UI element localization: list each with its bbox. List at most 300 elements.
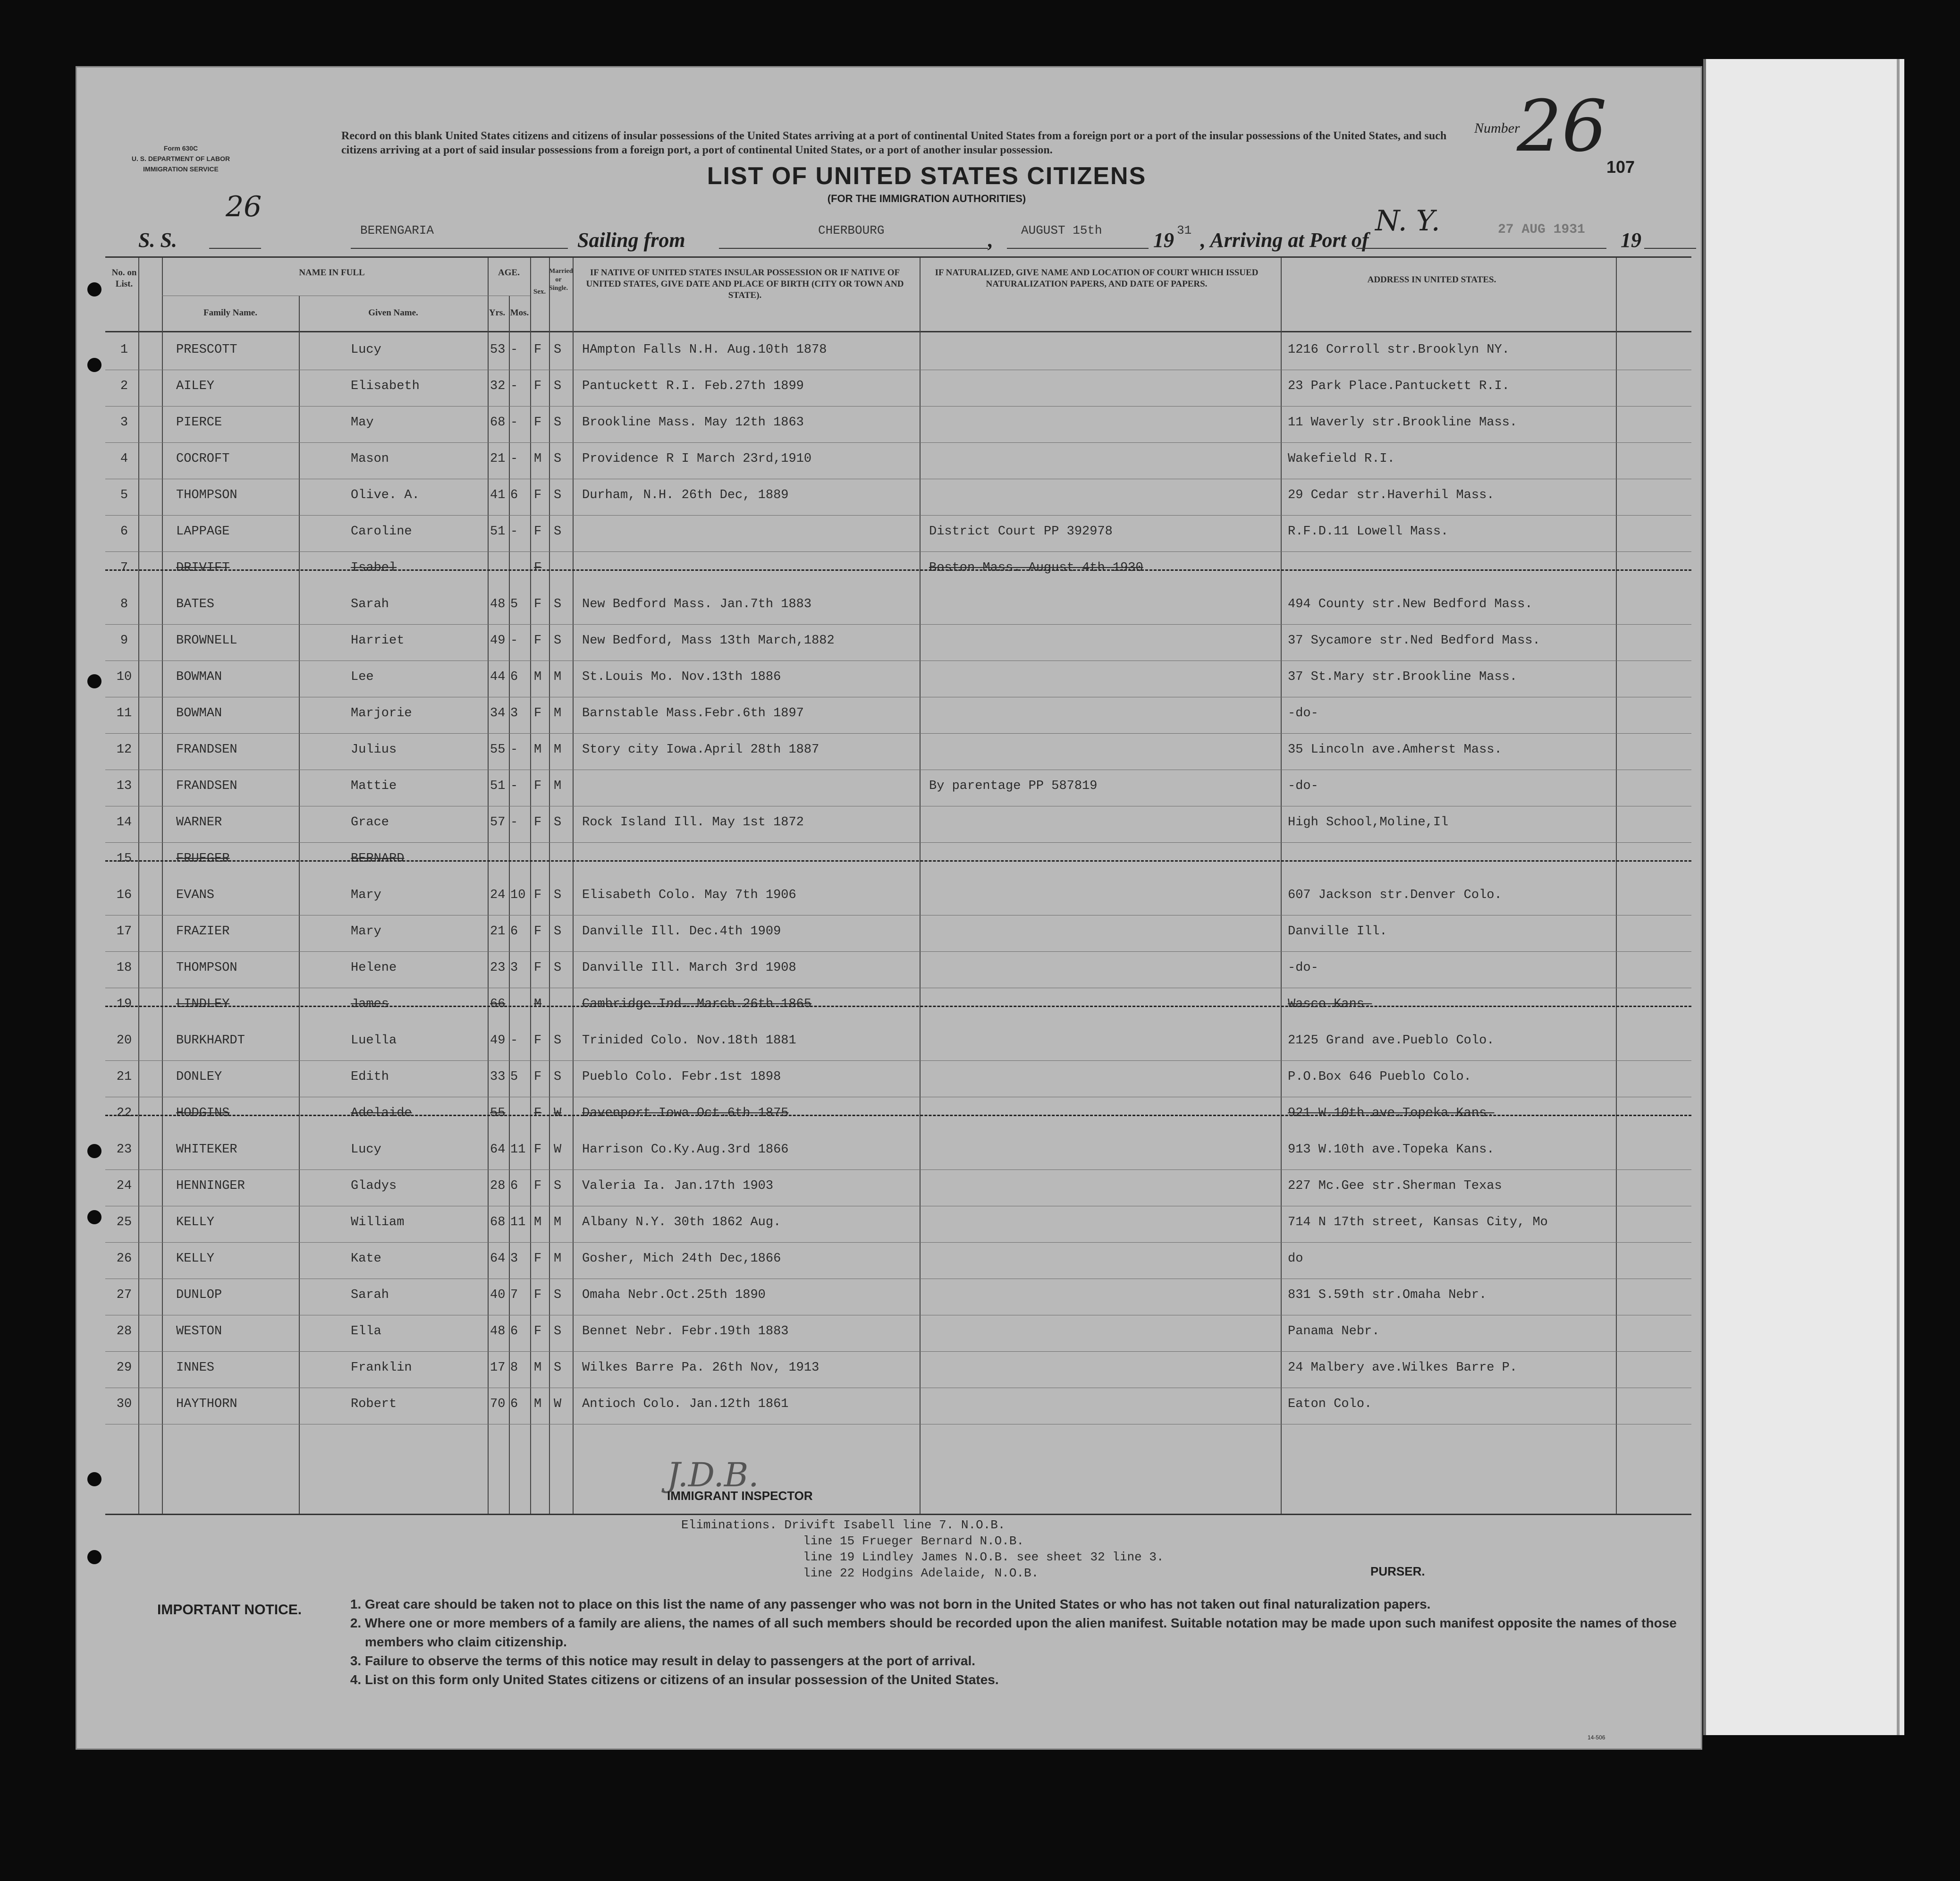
cell-given: Elisabeth (351, 379, 420, 393)
cell-yrs: 41 (490, 488, 506, 502)
cell-birth: New Bedford Mass. Jan.7th 1883 (582, 597, 812, 611)
cell-yrs: 40 (490, 1288, 506, 1302)
cell-ms: S (554, 961, 562, 975)
cell-no: 12 (116, 743, 132, 757)
table-row (105, 770, 1691, 806)
cell-given: William (351, 1215, 405, 1229)
cell-addr: 37 St.Mary str.Brookline Mass. (1288, 670, 1518, 684)
table-row (105, 624, 1691, 661)
sailing-from-label: Sailing from (577, 229, 685, 252)
cell-given: Helene (351, 961, 397, 975)
table-row (105, 1024, 1691, 1060)
cell-addr: 37 Sycamore str.Ned Bedford Mass. (1288, 634, 1540, 648)
table-row (105, 661, 1691, 697)
header-name-in-full: NAME IN FULL (299, 268, 365, 278)
cell-addr: Danville Ill. (1288, 924, 1387, 939)
cell-addr: 494 County str.New Bedford Mass. (1288, 597, 1533, 611)
cell-yrs: 21 (490, 452, 506, 466)
ss-number: 26 (226, 190, 262, 223)
cell-given: Edith (351, 1070, 389, 1084)
cell-mos: - (510, 1034, 518, 1048)
cell-no: 26 (116, 1252, 132, 1266)
cell-ms: S (554, 1361, 562, 1375)
arrival-stamp: 27 AUG 1931 (1498, 222, 1585, 237)
cell-nat: District Court PP 392978 (929, 525, 1113, 539)
cell-birth: Davenport Iowa Oct.6th 1875 (582, 1106, 789, 1120)
cell-sex: F (534, 961, 542, 975)
table-row (105, 1206, 1691, 1242)
inspector-signature: J.D.B. (667, 1456, 759, 1494)
cell-addr: Wakefield R.I. (1288, 452, 1395, 466)
cell-no: 20 (116, 1034, 132, 1048)
table-row (105, 442, 1691, 479)
form-code: 14-506 (1588, 1734, 1605, 1741)
header-naturalized: IF NATURALIZED, GIVE NAME AND LOCATION OF COURT WHICH ISSUED NATURALIZATION PAPERS, AND DATE OF PAPERS. (935, 268, 1259, 289)
cell-ms: S (554, 815, 562, 830)
year-prefix: 19 (1153, 229, 1174, 252)
sailing-from-port: CHERBOURG (818, 223, 885, 237)
table-row (105, 588, 1691, 624)
cell-mos: 3 (510, 961, 518, 975)
cell-family: PIERCE (176, 415, 222, 430)
cell-given: May (351, 415, 374, 430)
cell-family: BOWMAN (176, 706, 222, 720)
cell-family: FRAZIER (176, 924, 230, 939)
cell-sex: F (534, 488, 542, 502)
table-row (105, 333, 1691, 370)
page-title: LIST OF UNITED STATES CITIZENS (707, 162, 1147, 190)
cell-mos: 11 (510, 1143, 526, 1157)
cell-no: 16 (116, 888, 132, 902)
cell-ms: S (554, 488, 562, 502)
cell-mos: 3 (510, 706, 518, 720)
cell-family: LINDLEY (176, 997, 230, 1011)
table-row (105, 1388, 1691, 1424)
cell-sex: F (534, 888, 542, 902)
cell-ms: S (554, 1179, 562, 1193)
cell-sex: F (534, 1143, 542, 1157)
cell-family: HAYTHORN (176, 1397, 237, 1411)
inspector-label: IMMIGRANT INSPECTOR (667, 1489, 813, 1503)
cell-no: 28 (116, 1324, 132, 1339)
cell-sex: M (534, 452, 542, 466)
cell-family: BOWMAN (176, 670, 222, 684)
cell-no: 8 (120, 597, 128, 611)
cell-mos: 6 (510, 1324, 518, 1339)
cell-family: DUNLOP (176, 1288, 222, 1302)
cell-mos: 5 (510, 1070, 518, 1084)
cell-mos: 7 (510, 1288, 518, 1302)
cell-no: 14 (116, 815, 132, 830)
header-native: IF NATIVE OF UNITED STATES INSULAR POSSESSION OR IF NATIVE OF UNITED STATES, GIVE DATE AND PLACE OF BIRTH (CITY OR TOWN AND STATE). (586, 268, 904, 300)
purser-label: PURSER. (1370, 1564, 1425, 1578)
cell-birth: Rock Island Ill. May 1st 1872 (582, 815, 804, 830)
cell-no: 24 (116, 1179, 132, 1193)
cell-no: 7 (120, 561, 128, 575)
cell-no: 15 (116, 852, 132, 866)
important-notice (346, 1595, 1677, 1689)
header-mos: Mos. (510, 308, 529, 318)
cell-ms: S (554, 415, 562, 430)
cell-mos: 6 (510, 1397, 518, 1411)
cell-family: KELLY (176, 1252, 215, 1266)
cell-ms: S (554, 379, 562, 393)
cell-ms: W (554, 1397, 562, 1411)
cell-given: Mary (351, 924, 381, 939)
cell-sex: M (534, 1361, 542, 1375)
cell-ms: S (554, 1324, 562, 1339)
cell-yrs: 57 (490, 815, 506, 830)
cell-sex: F (534, 634, 542, 648)
cell-birth: Albany N.Y. 30th 1862 Aug. (582, 1215, 781, 1229)
cell-sex: F (534, 343, 542, 357)
cell-family: WHITEKER (176, 1143, 237, 1157)
cell-mos: 6 (510, 488, 518, 502)
cell-birth: Pueblo Colo. Febr.1st 1898 (582, 1070, 781, 1084)
cell-addr: 921 W.10th ave.Topeka Kans. (1288, 1106, 1495, 1120)
cell-addr: P.O.Box 646 Pueblo Colo. (1288, 1070, 1471, 1084)
cell-yrs: 34 (490, 706, 506, 720)
ship-name: BERENGARIA (360, 223, 434, 237)
cell-birth: Gosher, Mich 24th Dec,1866 (582, 1252, 781, 1266)
cell-addr: do (1288, 1252, 1303, 1266)
cell-given: Mattie (351, 779, 397, 793)
cell-no: 25 (116, 1215, 132, 1229)
cell-family: BATES (176, 597, 215, 611)
table-row (105, 951, 1691, 988)
header-address: ADDRESS IN UNITED STATES. (1367, 275, 1496, 285)
cell-addr: 11 Waverly str.Brookline Mass. (1288, 415, 1518, 430)
cell-yrs: 49 (490, 634, 506, 648)
cell-family: FRUEGER (176, 852, 230, 866)
cell-sex: F (534, 1179, 542, 1193)
table-row (105, 406, 1691, 442)
table-row (105, 1169, 1691, 1206)
cell-addr: Panama Nebr. (1288, 1324, 1380, 1339)
cell-given: Ella (351, 1324, 381, 1339)
table-row (105, 515, 1691, 551)
form-identifier: Form 630C U. S. DEPARTMENT OF LABOR IMMIGRATION SERVICE (131, 144, 230, 173)
table-row (105, 1351, 1691, 1388)
cell-sex: F (534, 415, 542, 430)
passenger-table (105, 256, 1691, 1515)
table-row (105, 879, 1691, 915)
cell-mos: - (510, 343, 518, 357)
cell-family: THOMPSON (176, 961, 237, 975)
cell-family: HENNINGER (176, 1179, 245, 1193)
cell-ms: S (554, 924, 562, 939)
cell-birth: Bennet Nebr. Febr.19th 1883 (582, 1324, 789, 1339)
table-row (105, 1315, 1691, 1351)
cell-birth: Omaha Nebr.Oct.25th 1890 (582, 1288, 766, 1302)
cell-yrs: 23 (490, 961, 506, 975)
cell-mos: 6 (510, 1179, 518, 1193)
cell-no: 27 (116, 1288, 132, 1302)
cell-no: 21 (116, 1070, 132, 1084)
cell-ms: S (554, 1288, 562, 1302)
cell-family: LAPPAGE (176, 525, 230, 539)
cell-yrs: 53 (490, 343, 506, 357)
cell-given: Robert (351, 1397, 397, 1411)
cell-sex: F (534, 525, 542, 539)
table-row (105, 1279, 1691, 1315)
cell-ms: S (554, 597, 562, 611)
cell-yrs: 32 (490, 379, 506, 393)
cell-mos: 3 (510, 1252, 518, 1266)
cell-birth: Valeria Ia. Jan.17th 1903 (582, 1179, 774, 1193)
cell-mos: - (510, 815, 518, 830)
cell-family: DRIVIFT (176, 561, 230, 575)
cell-addr: 1216 Corroll str.Brooklyn NY. (1288, 343, 1510, 357)
cell-no: 4 (120, 452, 128, 466)
cell-given: Grace (351, 815, 389, 830)
cell-given: Luella (351, 1034, 397, 1048)
cell-given: Lee (351, 670, 374, 684)
cell-mos: 8 (510, 1361, 518, 1375)
cell-birth: Cambridge Ind. March 26th 1865 (582, 997, 812, 1011)
cell-birth: Pantuckett R.I. Feb.27th 1899 (582, 379, 804, 393)
header-sex: Sex. (533, 288, 546, 296)
cell-birth: Antioch Colo. Jan.12th 1861 (582, 1397, 789, 1411)
cell-mos: 10 (510, 888, 526, 902)
manifest-page (76, 66, 1702, 1750)
cell-ms: S (554, 888, 562, 902)
table-row (105, 1133, 1691, 1169)
cell-addr: 831 S.59th str.Omaha Nebr. (1288, 1288, 1487, 1302)
cell-yrs: 48 (490, 1324, 506, 1339)
cell-birth: Brookline Mass. May 12th 1863 (582, 415, 804, 430)
cell-addr: -do- (1288, 779, 1318, 793)
cell-no: 10 (116, 670, 132, 684)
cell-birth: Barnstable Mass.Febr.6th 1897 (582, 706, 804, 720)
cell-sex: F (534, 1288, 542, 1302)
cell-no: 5 (120, 488, 128, 502)
year-suffix: 31 (1177, 223, 1192, 237)
cell-addr: Wasco Kans. (1288, 997, 1372, 1011)
cell-yrs: 24 (490, 888, 506, 902)
cell-given: Caroline (351, 525, 412, 539)
cell-birth: Danville Ill. March 3rd 1908 (582, 961, 796, 975)
cell-addr: 913 W.10th ave.Topeka Kans. (1288, 1143, 1495, 1157)
cell-sex: F (534, 779, 542, 793)
cell-birth: Durham, N.H. 26th Dec, 1889 (582, 488, 789, 502)
cell-family: THOMPSON (176, 488, 237, 502)
cell-yrs: 48 (490, 597, 506, 611)
cell-family: INNES (176, 1361, 215, 1375)
header-no: No. on List. (111, 268, 137, 289)
cell-mos: - (510, 379, 518, 393)
table-row (105, 1242, 1691, 1279)
cell-mos: - (510, 743, 518, 757)
cell-mos: 5 (510, 597, 518, 611)
cell-sex: F (534, 1252, 542, 1266)
cell-no: 19 (116, 997, 132, 1011)
header-given-name: Given Name. (368, 308, 418, 318)
cell-family: BURKHARDT (176, 1034, 245, 1048)
notice-item: 3. Failure to observe the terms of this notice may result in delay to passengers at the port of arrival. (365, 1652, 1677, 1670)
cell-sex: F (534, 706, 542, 720)
cell-ms: M (554, 706, 562, 720)
cell-ms: S (554, 452, 562, 466)
table-header (105, 258, 1691, 332)
page-number: 107 (1606, 157, 1635, 177)
cell-given: Lucy (351, 1143, 381, 1157)
cell-given: Franklin (351, 1361, 412, 1375)
cell-sex: M (534, 1397, 542, 1411)
cell-sex: F (534, 1106, 542, 1120)
cell-ms: M (554, 779, 562, 793)
cell-birth: Harrison Co.Ky.Aug.3rd 1866 (582, 1143, 789, 1157)
cell-no: 2 (120, 379, 128, 393)
cell-yrs: 68 (490, 415, 506, 430)
cell-ms: M (554, 1252, 562, 1266)
cell-family: FRANDSEN (176, 743, 237, 757)
eliminations-note: Eliminations. Drivift Isabell line 7. N.O.B. line 15 Frueger Bernard N.O.B. line 19 Lindley James N.O.B. see sheet 32 line 3. line 22 Hodgins Adelaide, N.O.B. (681, 1518, 1164, 1580)
cell-ms: W (554, 1143, 562, 1157)
cell-given: Harriet (351, 634, 405, 648)
cell-sex: M (534, 670, 542, 684)
header-age: AGE. (498, 268, 520, 278)
cell-no: 13 (116, 779, 132, 793)
cell-addr: -do- (1288, 706, 1318, 720)
cell-mos: - (510, 779, 518, 793)
voyage-line: S. S. 26 BERENGARIA Sailing from CHERBOURG , AUGUST 15th 19 31 , Arriving at Port of N. Y. 27 AUG 1931 19 (138, 209, 1649, 252)
year-end: 19 (1621, 229, 1641, 252)
cell-family: HODGINS (176, 1106, 230, 1120)
cell-birth: Providence R I March 23rd,1910 (582, 452, 812, 466)
cell-mos: 6 (510, 924, 518, 939)
cell-family: COCROFT (176, 452, 230, 466)
cell-given: Adelaide (351, 1106, 412, 1120)
cell-birth: Elisabeth Colo. May 7th 1906 (582, 888, 796, 902)
cell-addr: 714 N 17th street, Kansas City, Mo (1288, 1215, 1548, 1229)
cell-yrs: 49 (490, 1034, 506, 1048)
header-married: Married or Single. (549, 268, 573, 292)
cell-no: 22 (116, 1106, 132, 1120)
cell-sex: F (534, 924, 542, 939)
cell-family: PRESCOTT (176, 343, 237, 357)
cell-nat: Boston Mass. August 4th 1930 (929, 561, 1143, 575)
table-row (105, 733, 1691, 770)
cell-yrs: 64 (490, 1143, 506, 1157)
number-label: Number (1474, 120, 1520, 136)
cell-addr: 35 Lincoln ave.Amherst Mass. (1288, 743, 1502, 757)
cell-given: Mason (351, 452, 389, 466)
cell-ms: M (554, 1215, 562, 1229)
page-subtitle: (FOR THE IMMIGRATION AUTHORITIES) (827, 193, 1026, 204)
cell-family: KELLY (176, 1215, 215, 1229)
cell-given: Gladys (351, 1179, 397, 1193)
cell-sex: M (534, 997, 542, 1011)
cell-given: Kate (351, 1252, 381, 1266)
cell-mos: - (510, 452, 518, 466)
table-row (105, 479, 1691, 515)
cell-given: Sarah (351, 1288, 389, 1302)
cell-addr: 23 Park Place.Pantuckett R.I. (1288, 379, 1510, 393)
cell-family: WARNER (176, 815, 222, 830)
cell-addr: R.F.D.11 Lowell Mass. (1288, 525, 1449, 539)
table-row (105, 370, 1691, 406)
cell-addr: 607 Jackson str.Denver Colo. (1288, 888, 1502, 902)
table-row (105, 1060, 1691, 1097)
cell-sex: F (534, 379, 542, 393)
important-notice-label: IMPORTANT NOTICE. (157, 1602, 302, 1618)
cell-addr: 24 Malbery ave.Wilkes Barre P. (1288, 1361, 1518, 1375)
cell-ms: M (554, 670, 562, 684)
cell-yrs: 51 (490, 779, 506, 793)
cell-family: BROWNELL (176, 634, 237, 648)
table-row (105, 697, 1691, 733)
cell-given: Sarah (351, 597, 389, 611)
cell-given: BERNARD (351, 852, 405, 866)
cell-sex: F (534, 1034, 542, 1048)
cell-addr: High School,Moline,Il (1288, 815, 1449, 830)
cell-no: 9 (120, 634, 128, 648)
cell-birth: Danville Ill. Dec.4th 1909 (582, 924, 781, 939)
form-instructions: Record on this blank United States citizens and citizens of insular possessions of the United States arriving at a port of continental United States from a foreign port or a port of the insular possessions of the United States, and such citizens arriving at a port of said insular possessions from a foreign port, a port of continental United States, or a port of another insular possession. (341, 130, 1447, 156)
cell-no: 18 (116, 961, 132, 975)
cell-no: 30 (116, 1397, 132, 1411)
notice-item: 4. List on this form only United States citizens or citizens of an insular possession of the United States. (365, 1670, 1677, 1689)
cell-sex: F (534, 1324, 542, 1339)
cell-family: WESTON (176, 1324, 222, 1339)
cell-no: 17 (116, 924, 132, 939)
cell-family: FRANDSEN (176, 779, 237, 793)
cell-family: DONLEY (176, 1070, 222, 1084)
sailing-date: AUGUST 15th (1021, 223, 1102, 237)
cell-nat: By parentage PP 587819 (929, 779, 1098, 793)
cell-yrs: 55 (490, 743, 506, 757)
cell-given: Mary (351, 888, 381, 902)
cell-addr: -do- (1288, 961, 1318, 975)
cell-mos: - (510, 634, 518, 648)
cell-family: AILEY (176, 379, 215, 393)
cell-family: EVANS (176, 888, 215, 902)
cell-addr: 29 Cedar str.Haverhil Mass. (1288, 488, 1495, 502)
cell-given: Marjorie (351, 706, 412, 720)
cell-yrs: 51 (490, 525, 506, 539)
cell-mos: - (510, 525, 518, 539)
cell-no: 23 (116, 1143, 132, 1157)
cell-birth: New Bedford, Mass 13th March,1882 (582, 634, 835, 648)
cell-given: Julius (351, 743, 397, 757)
cell-sex: M (534, 1215, 542, 1229)
cell-yrs: 55 (490, 1106, 506, 1120)
cell-given: Olive. A. (351, 488, 420, 502)
cell-addr: Eaton Colo. (1288, 1397, 1372, 1411)
cell-no: 3 (120, 415, 128, 430)
cell-sex: F (534, 597, 542, 611)
cell-ms: S (554, 1070, 562, 1084)
cell-birth: Wilkes Barre Pa. 26th Nov, 1913 (582, 1361, 819, 1375)
cell-ms: S (554, 1034, 562, 1048)
cell-yrs: 66 (490, 997, 506, 1011)
adjacent-sheet (1703, 59, 1904, 1735)
cell-addr: 227 Mc.Gee str.Sherman Texas (1288, 1179, 1502, 1193)
cell-ms: M (554, 743, 562, 757)
cell-ms: S (554, 525, 562, 539)
cell-sex: F (534, 1070, 542, 1084)
arrival-port: N. Y. (1375, 204, 1440, 237)
table-row (105, 915, 1691, 951)
cell-yrs: 44 (490, 670, 506, 684)
cell-birth: St.Louis Mo. Nov.13th 1886 (582, 670, 781, 684)
cell-addr: 2125 Grand ave.Pueblo Colo. (1288, 1034, 1495, 1048)
cell-yrs: 68 (490, 1215, 506, 1229)
cell-no: 11 (116, 706, 132, 720)
cell-ms: S (554, 343, 562, 357)
cell-birth: Trinided Colo. Nov.18th 1881 (582, 1034, 796, 1048)
